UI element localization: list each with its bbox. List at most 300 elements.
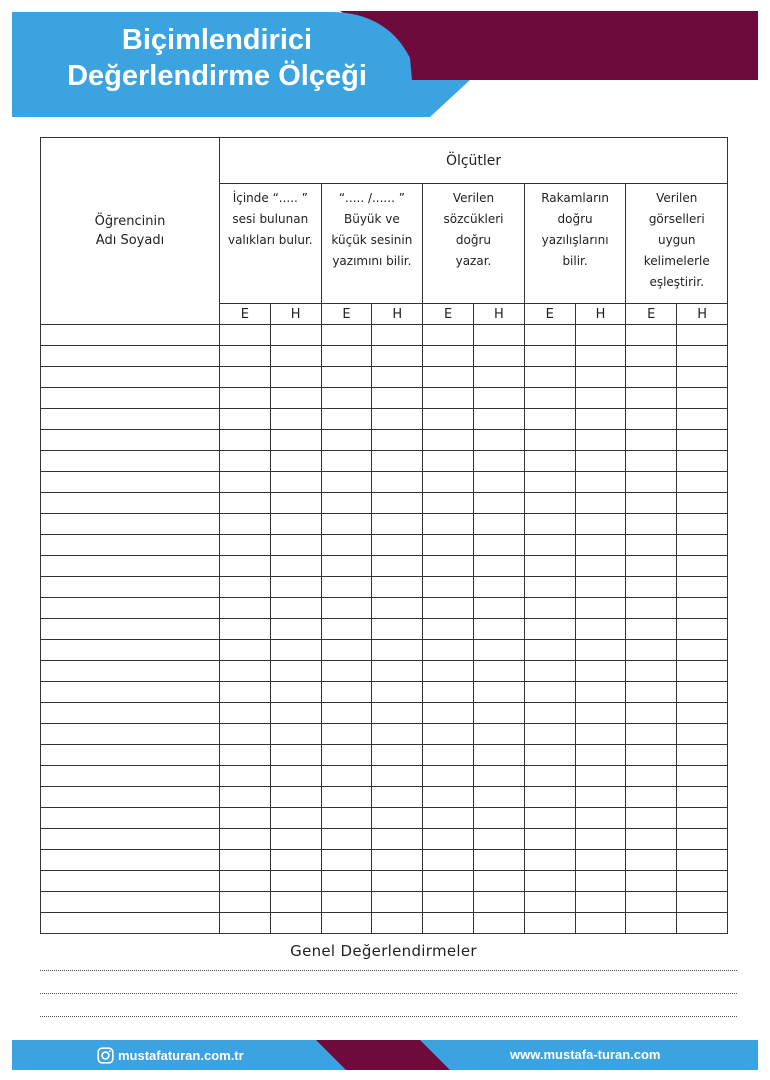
student-name-cell[interactable] bbox=[41, 430, 220, 451]
hayir-cell[interactable] bbox=[677, 535, 728, 556]
hayir-cell[interactable] bbox=[372, 472, 423, 493]
evet-cell[interactable] bbox=[220, 619, 271, 640]
hayir-cell[interactable] bbox=[473, 766, 524, 787]
evet-cell[interactable] bbox=[321, 577, 372, 598]
hayir-cell[interactable] bbox=[677, 472, 728, 493]
evet-cell[interactable] bbox=[321, 682, 372, 703]
evet-cell[interactable] bbox=[220, 850, 271, 871]
hayir-cell[interactable] bbox=[473, 451, 524, 472]
evet-cell[interactable] bbox=[321, 892, 372, 913]
evet-cell[interactable] bbox=[321, 556, 372, 577]
evet-cell[interactable] bbox=[423, 472, 474, 493]
evet-cell[interactable] bbox=[220, 472, 271, 493]
hayir-cell[interactable] bbox=[473, 556, 524, 577]
student-name-cell[interactable] bbox=[41, 871, 220, 892]
evet-cell[interactable] bbox=[626, 766, 677, 787]
hayir-cell[interactable] bbox=[270, 703, 321, 724]
evet-cell[interactable] bbox=[524, 577, 575, 598]
evet-cell[interactable] bbox=[626, 829, 677, 850]
hayir-cell[interactable] bbox=[270, 325, 321, 346]
hayir-cell[interactable] bbox=[575, 409, 626, 430]
hayir-cell[interactable] bbox=[270, 598, 321, 619]
hayir-cell[interactable] bbox=[677, 430, 728, 451]
student-name-cell[interactable] bbox=[41, 556, 220, 577]
evet-cell[interactable] bbox=[423, 577, 474, 598]
hayir-cell[interactable] bbox=[575, 556, 626, 577]
hayir-cell[interactable] bbox=[270, 682, 321, 703]
evet-cell[interactable] bbox=[626, 325, 677, 346]
hayir-cell[interactable] bbox=[473, 430, 524, 451]
evet-cell[interactable] bbox=[321, 619, 372, 640]
evet-cell[interactable] bbox=[220, 682, 271, 703]
hayir-cell[interactable] bbox=[270, 850, 321, 871]
evet-cell[interactable] bbox=[321, 829, 372, 850]
hayir-cell[interactable] bbox=[372, 367, 423, 388]
hayir-cell[interactable] bbox=[575, 325, 626, 346]
evet-cell[interactable] bbox=[626, 388, 677, 409]
hayir-cell[interactable] bbox=[473, 724, 524, 745]
hayir-cell[interactable] bbox=[677, 598, 728, 619]
evet-cell[interactable] bbox=[423, 766, 474, 787]
hayir-cell[interactable] bbox=[677, 850, 728, 871]
student-name-cell[interactable] bbox=[41, 619, 220, 640]
student-name-cell[interactable] bbox=[41, 472, 220, 493]
hayir-cell[interactable] bbox=[677, 745, 728, 766]
evet-cell[interactable] bbox=[626, 409, 677, 430]
hayir-cell[interactable] bbox=[270, 346, 321, 367]
hayir-cell[interactable] bbox=[270, 871, 321, 892]
hayir-cell[interactable] bbox=[270, 535, 321, 556]
hayir-cell[interactable] bbox=[575, 850, 626, 871]
evet-cell[interactable] bbox=[524, 472, 575, 493]
evet-cell[interactable] bbox=[626, 808, 677, 829]
evet-cell[interactable] bbox=[321, 871, 372, 892]
student-name-cell[interactable] bbox=[41, 325, 220, 346]
hayir-cell[interactable] bbox=[270, 514, 321, 535]
hayir-cell[interactable] bbox=[473, 514, 524, 535]
evet-cell[interactable] bbox=[524, 409, 575, 430]
evet-cell[interactable] bbox=[524, 640, 575, 661]
hayir-cell[interactable] bbox=[473, 388, 524, 409]
evet-cell[interactable] bbox=[321, 409, 372, 430]
evet-cell[interactable] bbox=[321, 325, 372, 346]
evet-cell[interactable] bbox=[220, 745, 271, 766]
hayir-cell[interactable] bbox=[372, 535, 423, 556]
evet-cell[interactable] bbox=[321, 640, 372, 661]
hayir-cell[interactable] bbox=[575, 619, 626, 640]
hayir-cell[interactable] bbox=[677, 766, 728, 787]
evet-cell[interactable] bbox=[220, 409, 271, 430]
evet-cell[interactable] bbox=[626, 850, 677, 871]
hayir-cell[interactable] bbox=[372, 430, 423, 451]
evet-cell[interactable] bbox=[321, 451, 372, 472]
evet-cell[interactable] bbox=[321, 388, 372, 409]
hayir-cell[interactable] bbox=[677, 514, 728, 535]
student-name-cell[interactable] bbox=[41, 892, 220, 913]
hayir-cell[interactable] bbox=[575, 514, 626, 535]
evet-cell[interactable] bbox=[220, 703, 271, 724]
hayir-cell[interactable] bbox=[575, 871, 626, 892]
evet-cell[interactable] bbox=[524, 913, 575, 934]
hayir-cell[interactable] bbox=[575, 787, 626, 808]
hayir-cell[interactable] bbox=[677, 640, 728, 661]
student-name-cell[interactable] bbox=[41, 850, 220, 871]
hayir-cell[interactable] bbox=[372, 451, 423, 472]
evet-cell[interactable] bbox=[321, 703, 372, 724]
evet-cell[interactable] bbox=[626, 682, 677, 703]
hayir-cell[interactable] bbox=[473, 409, 524, 430]
evet-cell[interactable] bbox=[423, 682, 474, 703]
hayir-cell[interactable] bbox=[677, 661, 728, 682]
hayir-cell[interactable] bbox=[575, 451, 626, 472]
evet-cell[interactable] bbox=[423, 619, 474, 640]
hayir-cell[interactable] bbox=[270, 724, 321, 745]
evet-cell[interactable] bbox=[626, 787, 677, 808]
hayir-cell[interactable] bbox=[270, 619, 321, 640]
student-name-cell[interactable] bbox=[41, 829, 220, 850]
evet-cell[interactable] bbox=[626, 913, 677, 934]
evet-cell[interactable] bbox=[423, 493, 474, 514]
evet-cell[interactable] bbox=[321, 745, 372, 766]
hayir-cell[interactable] bbox=[575, 703, 626, 724]
hayir-cell[interactable] bbox=[270, 892, 321, 913]
hayir-cell[interactable] bbox=[473, 913, 524, 934]
hayir-cell[interactable] bbox=[575, 682, 626, 703]
hayir-cell[interactable] bbox=[473, 577, 524, 598]
evet-cell[interactable] bbox=[321, 430, 372, 451]
evet-cell[interactable] bbox=[321, 535, 372, 556]
evet-cell[interactable] bbox=[423, 787, 474, 808]
hayir-cell[interactable] bbox=[473, 325, 524, 346]
hayir-cell[interactable] bbox=[677, 703, 728, 724]
evet-cell[interactable] bbox=[321, 346, 372, 367]
hayir-cell[interactable] bbox=[575, 535, 626, 556]
hayir-cell[interactable] bbox=[270, 808, 321, 829]
student-name-cell[interactable] bbox=[41, 493, 220, 514]
hayir-cell[interactable] bbox=[677, 871, 728, 892]
evet-cell[interactable] bbox=[220, 556, 271, 577]
hayir-cell[interactable] bbox=[677, 724, 728, 745]
hayir-cell[interactable] bbox=[575, 430, 626, 451]
evet-cell[interactable] bbox=[423, 871, 474, 892]
evet-cell[interactable] bbox=[321, 766, 372, 787]
hayir-cell[interactable] bbox=[372, 829, 423, 850]
student-name-cell[interactable] bbox=[41, 388, 220, 409]
evet-cell[interactable] bbox=[423, 514, 474, 535]
hayir-cell[interactable] bbox=[372, 325, 423, 346]
student-name-cell[interactable] bbox=[41, 703, 220, 724]
evaluation-line-3[interactable] bbox=[40, 1016, 737, 1017]
hayir-cell[interactable] bbox=[677, 913, 728, 934]
evet-cell[interactable] bbox=[220, 430, 271, 451]
hayir-cell[interactable] bbox=[270, 493, 321, 514]
evet-cell[interactable] bbox=[626, 472, 677, 493]
evet-cell[interactable] bbox=[626, 535, 677, 556]
hayir-cell[interactable] bbox=[575, 346, 626, 367]
hayir-cell[interactable] bbox=[575, 577, 626, 598]
hayir-cell[interactable] bbox=[575, 829, 626, 850]
hayir-cell[interactable] bbox=[270, 745, 321, 766]
hayir-cell[interactable] bbox=[372, 892, 423, 913]
evet-cell[interactable] bbox=[524, 451, 575, 472]
evet-cell[interactable] bbox=[423, 598, 474, 619]
evet-cell[interactable] bbox=[524, 871, 575, 892]
evet-cell[interactable] bbox=[524, 703, 575, 724]
evet-cell[interactable] bbox=[626, 514, 677, 535]
hayir-cell[interactable] bbox=[372, 913, 423, 934]
hayir-cell[interactable] bbox=[270, 472, 321, 493]
hayir-cell[interactable] bbox=[473, 745, 524, 766]
evet-cell[interactable] bbox=[423, 451, 474, 472]
evet-cell[interactable] bbox=[220, 787, 271, 808]
hayir-cell[interactable] bbox=[575, 661, 626, 682]
evet-cell[interactable] bbox=[321, 367, 372, 388]
student-name-cell[interactable] bbox=[41, 724, 220, 745]
evet-cell[interactable] bbox=[220, 808, 271, 829]
hayir-cell[interactable] bbox=[372, 808, 423, 829]
evet-cell[interactable] bbox=[423, 661, 474, 682]
footer-website[interactable]: www.mustafa-turan.com bbox=[510, 1047, 661, 1062]
evet-cell[interactable] bbox=[220, 493, 271, 514]
evet-cell[interactable] bbox=[524, 850, 575, 871]
evet-cell[interactable] bbox=[220, 367, 271, 388]
evet-cell[interactable] bbox=[321, 514, 372, 535]
hayir-cell[interactable] bbox=[473, 472, 524, 493]
hayir-cell[interactable] bbox=[575, 913, 626, 934]
hayir-cell[interactable] bbox=[270, 556, 321, 577]
student-name-cell[interactable] bbox=[41, 514, 220, 535]
hayir-cell[interactable] bbox=[372, 493, 423, 514]
evet-cell[interactable] bbox=[626, 367, 677, 388]
hayir-cell[interactable] bbox=[372, 682, 423, 703]
hayir-cell[interactable] bbox=[270, 766, 321, 787]
hayir-cell[interactable] bbox=[575, 598, 626, 619]
evet-cell[interactable] bbox=[220, 325, 271, 346]
hayir-cell[interactable] bbox=[473, 871, 524, 892]
evet-cell[interactable] bbox=[220, 388, 271, 409]
hayir-cell[interactable] bbox=[473, 787, 524, 808]
evet-cell[interactable] bbox=[626, 451, 677, 472]
hayir-cell[interactable] bbox=[270, 409, 321, 430]
hayir-cell[interactable] bbox=[473, 829, 524, 850]
evet-cell[interactable] bbox=[423, 388, 474, 409]
evet-cell[interactable] bbox=[524, 325, 575, 346]
hayir-cell[interactable] bbox=[270, 430, 321, 451]
hayir-cell[interactable] bbox=[575, 892, 626, 913]
evet-cell[interactable] bbox=[321, 598, 372, 619]
evet-cell[interactable] bbox=[524, 598, 575, 619]
student-name-cell[interactable] bbox=[41, 598, 220, 619]
evet-cell[interactable] bbox=[626, 703, 677, 724]
hayir-cell[interactable] bbox=[270, 388, 321, 409]
student-name-cell[interactable] bbox=[41, 451, 220, 472]
hayir-cell[interactable] bbox=[677, 325, 728, 346]
hayir-cell[interactable] bbox=[473, 367, 524, 388]
evet-cell[interactable] bbox=[524, 619, 575, 640]
hayir-cell[interactable] bbox=[575, 367, 626, 388]
hayir-cell[interactable] bbox=[473, 808, 524, 829]
hayir-cell[interactable] bbox=[575, 388, 626, 409]
evet-cell[interactable] bbox=[626, 871, 677, 892]
evet-cell[interactable] bbox=[220, 892, 271, 913]
student-name-cell[interactable] bbox=[41, 577, 220, 598]
student-name-cell[interactable] bbox=[41, 346, 220, 367]
student-name-cell[interactable] bbox=[41, 682, 220, 703]
evet-cell[interactable] bbox=[524, 556, 575, 577]
evet-cell[interactable] bbox=[220, 535, 271, 556]
hayir-cell[interactable] bbox=[270, 577, 321, 598]
footer-instagram[interactable] bbox=[97, 1045, 244, 1065]
hayir-cell[interactable] bbox=[677, 409, 728, 430]
hayir-cell[interactable] bbox=[677, 577, 728, 598]
hayir-cell[interactable] bbox=[677, 682, 728, 703]
student-name-cell[interactable] bbox=[41, 367, 220, 388]
student-name-cell[interactable] bbox=[41, 787, 220, 808]
evet-cell[interactable] bbox=[423, 325, 474, 346]
hayir-cell[interactable] bbox=[473, 493, 524, 514]
hayir-cell[interactable] bbox=[677, 892, 728, 913]
evet-cell[interactable] bbox=[220, 766, 271, 787]
evet-cell[interactable] bbox=[321, 661, 372, 682]
evet-cell[interactable] bbox=[626, 493, 677, 514]
hayir-cell[interactable] bbox=[473, 703, 524, 724]
hayir-cell[interactable] bbox=[270, 640, 321, 661]
student-name-cell[interactable] bbox=[41, 808, 220, 829]
evet-cell[interactable] bbox=[321, 472, 372, 493]
hayir-cell[interactable] bbox=[677, 493, 728, 514]
student-name-cell[interactable] bbox=[41, 745, 220, 766]
hayir-cell[interactable] bbox=[270, 913, 321, 934]
evet-cell[interactable] bbox=[423, 367, 474, 388]
evet-cell[interactable] bbox=[626, 640, 677, 661]
hayir-cell[interactable] bbox=[677, 619, 728, 640]
evet-cell[interactable] bbox=[524, 514, 575, 535]
evaluation-line-2[interactable] bbox=[40, 993, 737, 994]
hayir-cell[interactable] bbox=[575, 745, 626, 766]
evaluation-line-1[interactable] bbox=[40, 970, 737, 971]
hayir-cell[interactable] bbox=[575, 472, 626, 493]
evet-cell[interactable] bbox=[220, 577, 271, 598]
evet-cell[interactable] bbox=[423, 703, 474, 724]
hayir-cell[interactable] bbox=[575, 493, 626, 514]
student-name-cell[interactable] bbox=[41, 661, 220, 682]
evet-cell[interactable] bbox=[626, 745, 677, 766]
evet-cell[interactable] bbox=[220, 913, 271, 934]
evet-cell[interactable] bbox=[220, 598, 271, 619]
student-name-cell[interactable] bbox=[41, 766, 220, 787]
hayir-cell[interactable] bbox=[677, 388, 728, 409]
evet-cell[interactable] bbox=[524, 346, 575, 367]
evet-cell[interactable] bbox=[220, 661, 271, 682]
hayir-cell[interactable] bbox=[270, 661, 321, 682]
hayir-cell[interactable] bbox=[372, 871, 423, 892]
hayir-cell[interactable] bbox=[372, 556, 423, 577]
evet-cell[interactable] bbox=[524, 829, 575, 850]
evet-cell[interactable] bbox=[423, 808, 474, 829]
evet-cell[interactable] bbox=[220, 451, 271, 472]
evet-cell[interactable] bbox=[321, 850, 372, 871]
evet-cell[interactable] bbox=[626, 577, 677, 598]
evet-cell[interactable] bbox=[524, 493, 575, 514]
hayir-cell[interactable] bbox=[575, 766, 626, 787]
evet-cell[interactable] bbox=[220, 640, 271, 661]
hayir-cell[interactable] bbox=[372, 724, 423, 745]
hayir-cell[interactable] bbox=[372, 577, 423, 598]
student-name-cell[interactable] bbox=[41, 535, 220, 556]
evet-cell[interactable] bbox=[220, 871, 271, 892]
evet-cell[interactable] bbox=[524, 388, 575, 409]
hayir-cell[interactable] bbox=[372, 409, 423, 430]
hayir-cell[interactable] bbox=[372, 787, 423, 808]
evet-cell[interactable] bbox=[220, 724, 271, 745]
evet-cell[interactable] bbox=[423, 892, 474, 913]
evet-cell[interactable] bbox=[220, 829, 271, 850]
hayir-cell[interactable] bbox=[677, 556, 728, 577]
hayir-cell[interactable] bbox=[372, 388, 423, 409]
evet-cell[interactable] bbox=[524, 892, 575, 913]
hayir-cell[interactable] bbox=[677, 829, 728, 850]
evet-cell[interactable] bbox=[524, 367, 575, 388]
evet-cell[interactable] bbox=[524, 787, 575, 808]
hayir-cell[interactable] bbox=[372, 703, 423, 724]
student-name-cell[interactable] bbox=[41, 640, 220, 661]
hayir-cell[interactable] bbox=[372, 766, 423, 787]
hayir-cell[interactable] bbox=[372, 640, 423, 661]
evet-cell[interactable] bbox=[524, 745, 575, 766]
evet-cell[interactable] bbox=[423, 913, 474, 934]
hayir-cell[interactable] bbox=[677, 787, 728, 808]
evet-cell[interactable] bbox=[626, 661, 677, 682]
hayir-cell[interactable] bbox=[575, 808, 626, 829]
hayir-cell[interactable] bbox=[270, 451, 321, 472]
hayir-cell[interactable] bbox=[372, 514, 423, 535]
evet-cell[interactable] bbox=[321, 787, 372, 808]
student-name-cell[interactable] bbox=[41, 913, 220, 934]
evet-cell[interactable] bbox=[524, 724, 575, 745]
hayir-cell[interactable] bbox=[575, 724, 626, 745]
evet-cell[interactable] bbox=[423, 556, 474, 577]
hayir-cell[interactable] bbox=[372, 598, 423, 619]
hayir-cell[interactable] bbox=[372, 619, 423, 640]
student-name-cell[interactable] bbox=[41, 409, 220, 430]
evet-cell[interactable] bbox=[524, 661, 575, 682]
evet-cell[interactable] bbox=[423, 829, 474, 850]
evet-cell[interactable] bbox=[524, 808, 575, 829]
evet-cell[interactable] bbox=[626, 346, 677, 367]
hayir-cell[interactable] bbox=[473, 598, 524, 619]
evet-cell[interactable] bbox=[220, 514, 271, 535]
hayir-cell[interactable] bbox=[473, 640, 524, 661]
hayir-cell[interactable] bbox=[372, 850, 423, 871]
evet-cell[interactable] bbox=[524, 682, 575, 703]
evet-cell[interactable] bbox=[423, 724, 474, 745]
evet-cell[interactable] bbox=[626, 430, 677, 451]
evet-cell[interactable] bbox=[423, 409, 474, 430]
evet-cell[interactable] bbox=[321, 808, 372, 829]
hayir-cell[interactable] bbox=[677, 367, 728, 388]
hayir-cell[interactable] bbox=[473, 661, 524, 682]
hayir-cell[interactable] bbox=[677, 346, 728, 367]
evet-cell[interactable] bbox=[321, 913, 372, 934]
evet-cell[interactable] bbox=[423, 640, 474, 661]
evet-cell[interactable] bbox=[524, 766, 575, 787]
evet-cell[interactable] bbox=[321, 724, 372, 745]
evet-cell[interactable] bbox=[524, 430, 575, 451]
evet-cell[interactable] bbox=[423, 535, 474, 556]
evet-cell[interactable] bbox=[626, 724, 677, 745]
evet-cell[interactable] bbox=[524, 535, 575, 556]
hayir-cell[interactable] bbox=[372, 661, 423, 682]
